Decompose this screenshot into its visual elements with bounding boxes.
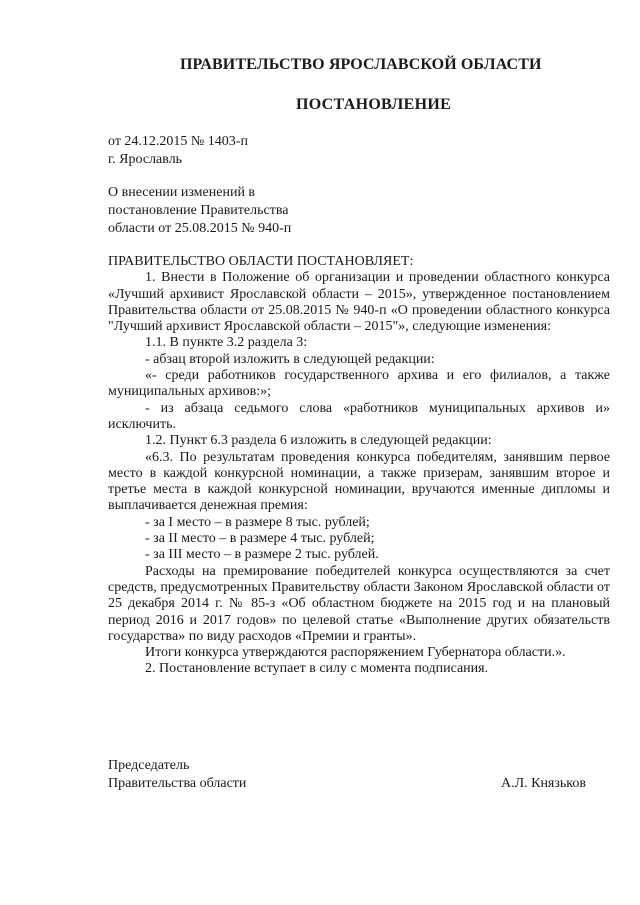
signatory-position-line1: Председатель — [108, 758, 190, 773]
signatory-position-line2: Правительства области — [108, 776, 247, 791]
prize-third: - за III место – в размере 2 тыс. рублей. — [145, 547, 379, 563]
city: г. Ярославль — [108, 152, 183, 167]
document-type: ПОСТАНОВЛЕНИЕ — [296, 96, 452, 113]
paragraph-1: 1. Внести в Положение об организации и проведении областного конкурса «Лучший архивист Ярославской области – 2015», утвержденное постановлением Правительства области от 25.08.2015 № 940-п «О проведении областного конкурса "Лучший архивист Ярославской области – 2015"», следующие изменения: — [108, 270, 610, 335]
paragraph-1-1-c: - из абзаца седьмого слова «работников муниципальных архивов и» исключить. — [108, 400, 610, 432]
paragraph-1-1-b: «- среди работников государственного архива и его филиалов, а также муниципальных архивов:»; — [108, 368, 610, 400]
date-number: от 24.12.2015 № 1403-п — [108, 134, 248, 149]
prize-second: - за II место – в размере 4 тыс. рублей; — [145, 531, 375, 547]
paragraph-1-1-a: - абзац второй изложить в следующей редакции: — [145, 351, 435, 367]
signatory-name: А.Л. Князьков — [501, 776, 586, 791]
subject-line: О внесении изменений в — [108, 185, 256, 200]
prize-first: - за I место – в размере 8 тыс. рублей; — [145, 514, 370, 530]
signature-block — [108, 757, 588, 793]
paragraph-2: 2. Постановление вступает в силу с момента подписания. — [145, 661, 489, 677]
paragraph-1-1: 1.1. В пункте 3.2 раздела 3: — [145, 335, 308, 351]
resolution-intro: ПРАВИТЕЛЬСТВО ОБЛАСТИ ПОСТАНОВЛЯЕТ: — [108, 254, 414, 269]
document-body — [108, 254, 610, 678]
document-subject — [108, 184, 291, 238]
funding-paragraph: Расходы на премирование победителей конкурса осуществляются за счет средств, предусмотренных Правительству области Законом Ярославской области от 25 декабря 2014 г. № 85-з «Об областном бюджете на 2015 год и на плановый период 2016 и 2017 годов» по целевой статье «Выполнение других обязательств государства» по виду расходов «Премии и гранты». — [108, 563, 610, 644]
document-meta — [108, 133, 248, 169]
results-paragraph: Итоги конкурса утверждаются распоряжением Губернатора области.». — [145, 645, 566, 661]
government-title: ПРАВИТЕЛЬСТВО ЯРОСЛАВСКОЙ ОБЛАСТИ — [180, 56, 542, 73]
paragraph-6-3: «6.3. По результатам проведения конкурса победителям, занявшим первое место в каждой конкурсной номинации, а также призерам, занявшим второе и третье места в каждой конкурсной номинации, вручаются именные дипломы и выплачивается денежная премия: — [108, 449, 610, 514]
paragraph-1-2: 1.2. Пункт 6.3 раздела 6 изложить в следующей редакции: — [145, 433, 492, 449]
subject-line: постановление Правительства — [108, 203, 289, 218]
signature-row — [108, 775, 588, 793]
subject-line: области от 25.08.2015 № 940-п — [108, 221, 292, 236]
